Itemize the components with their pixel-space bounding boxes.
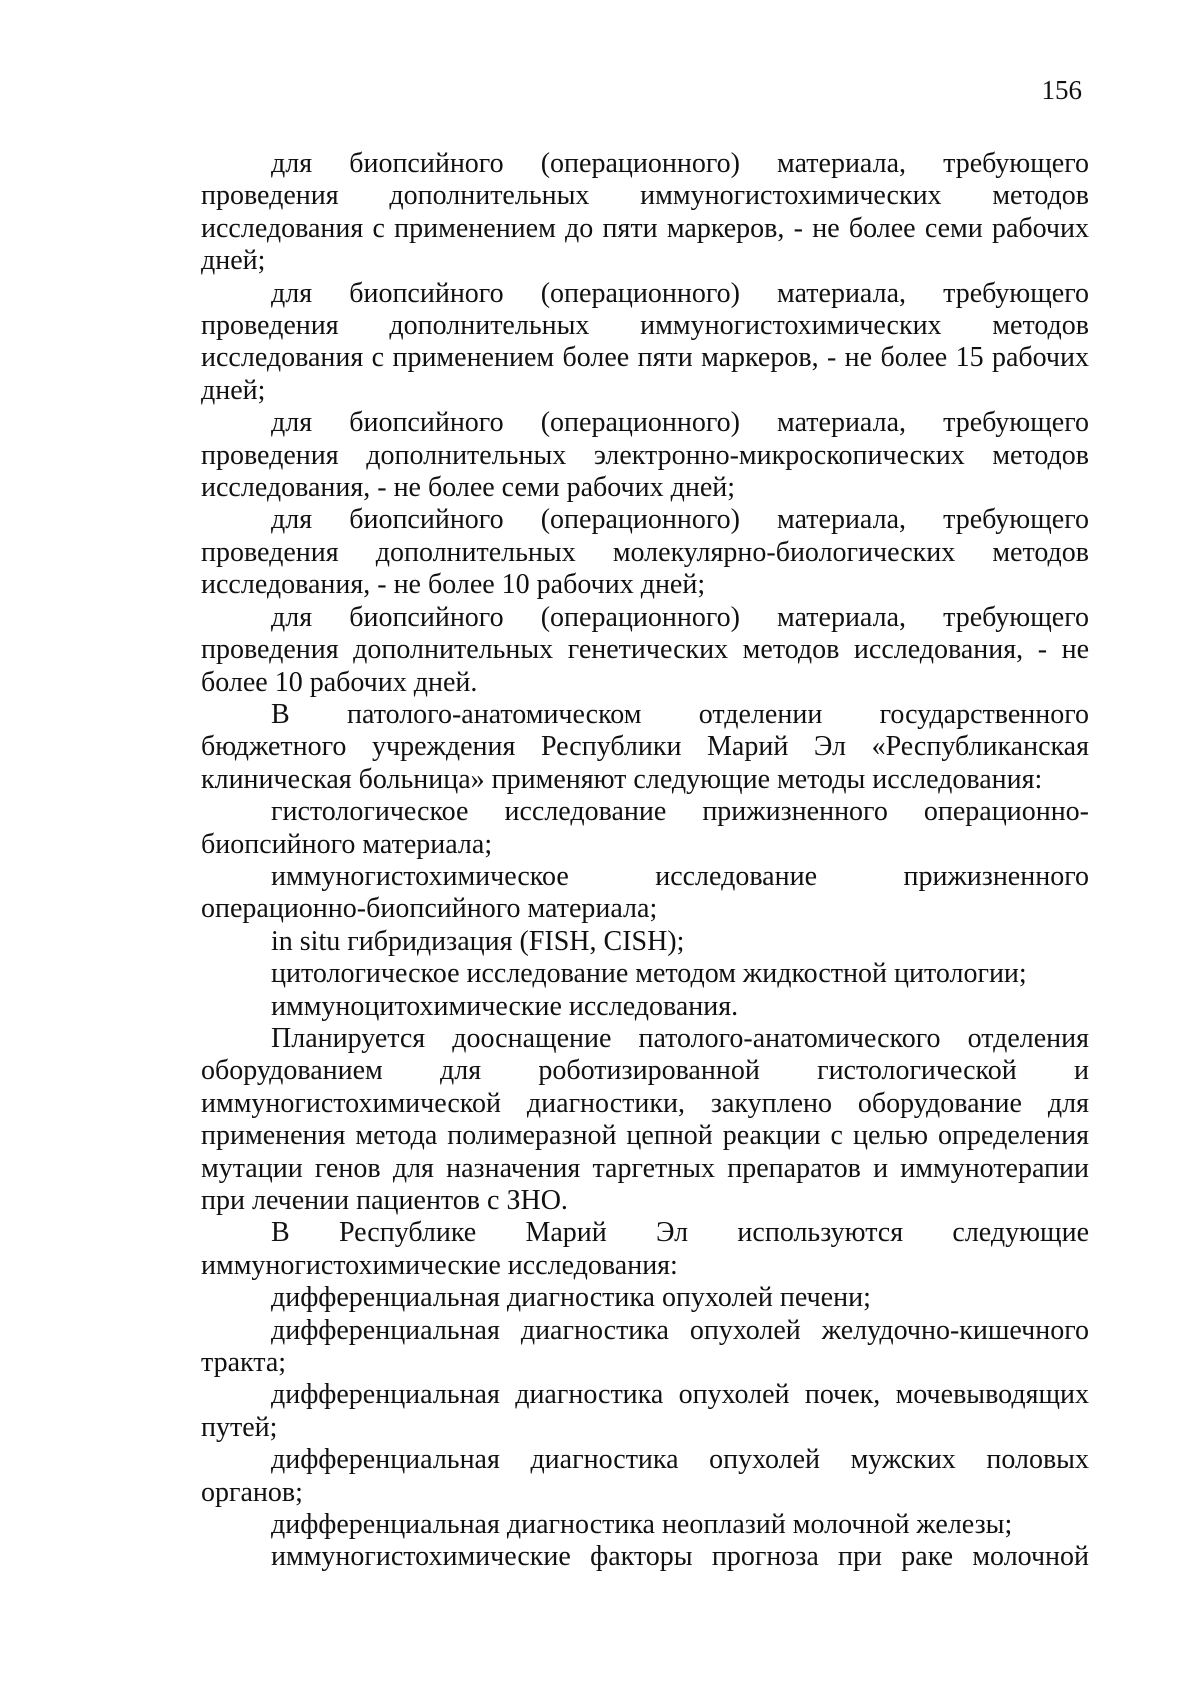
paragraph-male-genital-tumors: дифференциальная диагностика опухолей мужских половых органов; bbox=[201, 1444, 1089, 1508]
paragraph-in-situ-hybridization: in situ гибридизация (FISH, CISH); bbox=[271, 925, 685, 957]
paragraph-liquid-cytology: цитологическое исследование методом жидкостной цитологии; bbox=[271, 958, 1027, 990]
paragraph-ihc-studies-intro: В Республике Марий Эл используются следующие иммуногистохимические исследования: bbox=[201, 1217, 1089, 1281]
paragraph-biopsy-genetic-methods: для биопсийного (операционного) материала, требующего проведения дополнительных генетических методов исследования, - не более 10 рабочих дней. bbox=[201, 601, 1089, 698]
page-number: 156 bbox=[1041, 75, 1082, 105]
paragraph-equipment-plans: Планируется дооснащение патолого-анатомического отделения оборудованием для роботизированной гистологической и иммуногистохимической диагностики, закуплено оборудование для применения метода полимеразной цепной реакции с целью определения мутации генов для назначения таргетных препаратов и иммунотерапии при лечении пациентов с ЗНО. bbox=[201, 1022, 1089, 1216]
paragraph-biopsy-ihc-up-to-five-markers: для биопсийного (операционного) материала, требующего проведения дополнительных иммуногистохимических методов исследования с применением до пяти маркеров, - не более семи рабочих дней; bbox=[201, 148, 1089, 277]
paragraph-biopsy-molecular-biology: для биопсийного (операционного) материала, требующего проведения дополнительных молекулярно-биологических методов исследования, - не более 10 рабочих дней; bbox=[201, 504, 1089, 601]
paragraph-breast-neoplasia: дифференциальная диагностика неоплазий молочной железы; bbox=[271, 1509, 1013, 1541]
paragraph-liver-tumors: дифференциальная диагностика опухолей печени; bbox=[271, 1282, 871, 1314]
paragraph-breast-cancer-prognosis: иммуногистохимические факторы прогноза при раке молочной bbox=[271, 1541, 1089, 1573]
paragraph-kidney-urinary-tumors: дифференциальная диагностика опухолей почек, мочевыводящих путей; bbox=[201, 1379, 1089, 1443]
paragraph-biopsy-electron-microscopy: для биопсийного (операционного) материала, требующего проведения дополнительных электронно-микроскопических методов исследования, - не более семи рабочих дней; bbox=[201, 407, 1089, 504]
document-body bbox=[201, 148, 1089, 1574]
paragraph-gi-tract-tumors: дифференциальная диагностика опухолей желудочно-кишечного тракта; bbox=[201, 1314, 1089, 1379]
paragraph-pathology-department-methods: В патолого-анатомическом отделении государственного бюджетного учреждения Республики Марий Эл «Республиканская клиническая больница» применяют следующие методы исследования: bbox=[201, 698, 1089, 795]
paragraph-ihc-method: иммуногистохимическое исследование прижизненного операционно-биопсийного материала; bbox=[201, 860, 1089, 925]
paragraph-histology-method: гистологическое исследование прижизненного операционно-биопсийного материала; bbox=[201, 796, 1089, 860]
paragraph-biopsy-ihc-more-than-five-markers: для биопсийного (операционного) материала, требующего проведения дополнительных иммуногистохимических методов исследования с применением более пяти маркеров, - не более 15 рабочих дней; bbox=[201, 277, 1089, 406]
paragraph-immunocytochemistry: иммуноцитохимические исследования. bbox=[271, 990, 739, 1022]
